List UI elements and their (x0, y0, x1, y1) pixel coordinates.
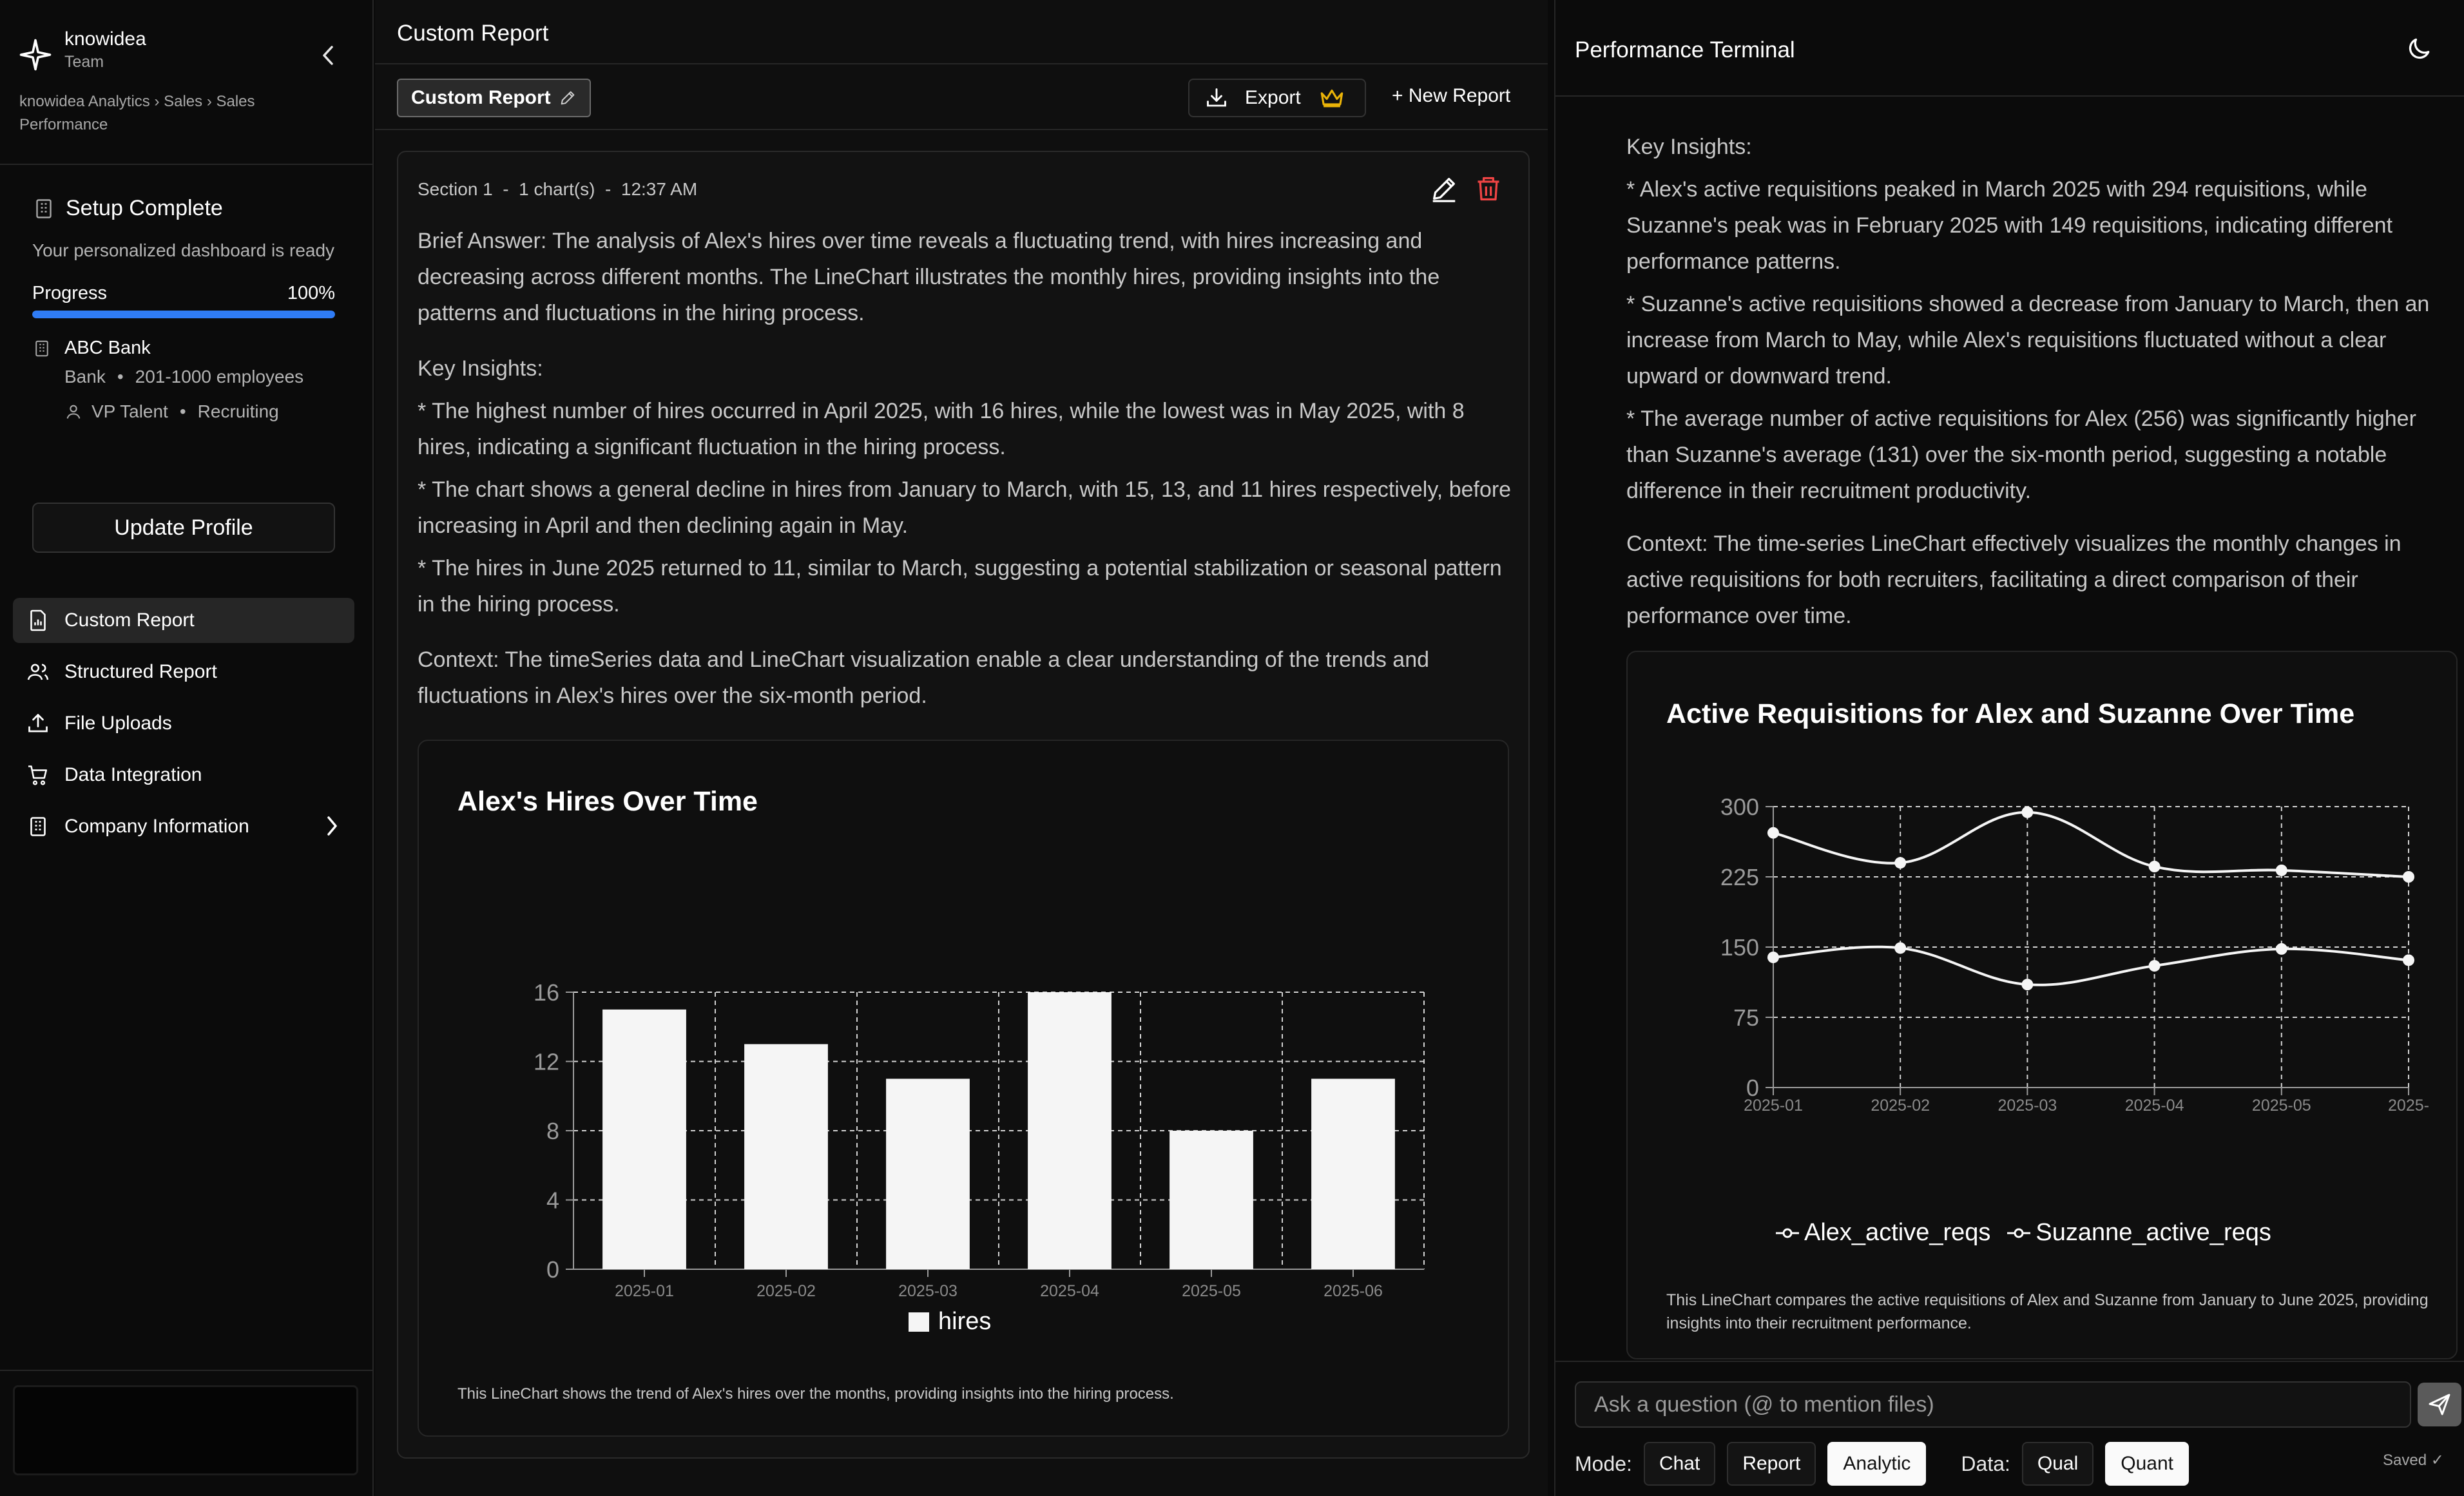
x-tick-label: 2025-03 (1997, 1097, 2057, 1115)
x-tick-label: 2025-04 (2124, 1097, 2184, 1115)
sidebar-item-label: File Uploads (64, 713, 172, 734)
legend-swatch (909, 1312, 929, 1332)
legend-label: hires (938, 1308, 992, 1335)
page-title: Custom Report (397, 21, 549, 46)
chart-legend (909, 1308, 991, 1336)
mode-analytic-button[interactable]: Analytic (1827, 1442, 1926, 1486)
section-meta: Section 1 - 1 chart(s) - 12:37 AM (418, 179, 698, 199)
y-tick-label: 16 (533, 979, 559, 1006)
export-button[interactable] (1188, 79, 1366, 117)
brand-subtitle: Team (64, 53, 104, 71)
progress-bar (32, 311, 335, 318)
chart-title: Active Requisitions for Alex and Suzanne Over Time (1666, 698, 2355, 729)
context-text: Context: The time-series LineChart effectively visualizes the monthly changes in active requisitions for both recruiters, facilitating a direct comparison of their performance over time. (1626, 532, 2401, 628)
data-point (2403, 871, 2414, 883)
setup-description: Your personalized dashboard is ready (32, 240, 335, 260)
chart-caption: This LineChart shows the trend of Alex's hires over the months, providing insights into the hiring process. (457, 1385, 1174, 1403)
update-profile-button[interactable]: Update Profile (32, 503, 335, 553)
data-point (2149, 861, 2161, 872)
divider (375, 129, 1548, 130)
y-tick-label: 0 (1746, 1075, 1759, 1101)
data-qual-button[interactable]: Qual (2022, 1442, 2093, 1486)
data-point (2021, 807, 2033, 818)
sidebar-footer (13, 1385, 358, 1475)
bar (1311, 1079, 1395, 1269)
chevron-left-icon (321, 44, 335, 66)
download-icon (1205, 86, 1228, 110)
legend-line-marker-icon (1776, 1227, 1799, 1240)
data-point (1894, 942, 1906, 954)
data-point (1767, 827, 1779, 839)
x-tick-label: 2025-06 (1323, 1282, 1383, 1300)
y-tick-label: 8 (546, 1118, 559, 1144)
building-icon (26, 814, 50, 839)
bullet-separator: • (179, 401, 186, 421)
sparkle-logo-icon (18, 37, 53, 72)
chart-caption: This LineChart compares the active requisitions of Alex and Suzanne from January to June 2025, providing insights into their recruitment performance. (1666, 1291, 2429, 1332)
insight-item: * The hires in June 2025 returned to 11, similar to March, suggesting a potential stabilization or seasonal pattern in the hiring process. (418, 556, 1502, 617)
x-tick-label: 2025-01 (1744, 1097, 1803, 1115)
mode-label: Mode: (1575, 1452, 1632, 1475)
data-point (2149, 960, 2161, 972)
chart-legend (1776, 1219, 2288, 1247)
x-tick-label: 2025-01 (615, 1282, 674, 1300)
x-tick-label: 2025-03 (898, 1282, 958, 1300)
y-tick-label: 300 (1720, 794, 1759, 820)
x-tick-label: 2025-05 (2251, 1097, 2311, 1115)
setup-panel (32, 196, 335, 422)
crown-icon (1319, 88, 1345, 108)
y-tick-label: 225 (1720, 864, 1759, 890)
x-tick-label: 2025- (2388, 1097, 2429, 1115)
sidebar-item-label: Custom Report (64, 609, 195, 631)
data-quant-button[interactable]: Quant (2105, 1442, 2189, 1486)
building-icon (32, 339, 52, 358)
x-tick-label: 2025-05 (1182, 1282, 1241, 1300)
bar (602, 1010, 686, 1269)
sidebar-item-data-integration[interactable] (13, 753, 354, 798)
report-panel (375, 0, 1548, 1496)
brand-name: knowidea (64, 28, 146, 50)
chart-doc-icon (26, 608, 50, 633)
saved-status: Saved ✓ (2383, 1452, 2444, 1469)
insight-item: * Suzanne's active requisitions showed a decrease from January to March, then an increase from March to May, while Alex's requisitions fluctuated without a clear upward or downward trend. (1626, 292, 2430, 388)
y-tick-label: 0 (546, 1256, 559, 1283)
bar-chart (419, 825, 1510, 1379)
bar (744, 1044, 828, 1269)
sidebar-item-structured-report[interactable] (13, 649, 354, 695)
chevron-right-icon (325, 815, 339, 837)
tab-label: Custom Report (411, 87, 551, 108)
sidebar-item-company-information[interactable] (13, 804, 354, 849)
brief-answer: Brief Answer: The analysis of Alex's hires over time reveals a fluctuating trend, with hires increasing and decreasing across different months. The LineChart illustrates the monthly hires, providing insights into the patterns and fluctuations in the hiring process. (418, 229, 1440, 325)
insight-item: * The chart shows a general decline in hires from January to March, with 15, 13, and 11 hires respectively, before increasing in April and then declining again in May. (418, 477, 1512, 538)
insight-item: * The average number of active requisitions for Alex (256) was significantly higher than Suzanne's average (131) over the six-month period, suggesting a notable difference in their recruitment productivity. (1626, 407, 2416, 503)
company-info (32, 338, 335, 422)
sidebar-item-file-uploads[interactable] (13, 701, 354, 746)
company-size: 201-1000 employees (135, 367, 304, 387)
progress-label: Progress (32, 283, 108, 303)
sidebar-item-label: Company Information (64, 816, 249, 837)
tab-custom-report[interactable] (397, 79, 591, 117)
export-label: Export (1245, 87, 1301, 108)
data-point (2276, 865, 2287, 876)
bar (886, 1079, 970, 1269)
sidebar-nav (13, 598, 354, 856)
y-tick-label: 150 (1720, 934, 1759, 961)
upload-icon (26, 711, 50, 736)
progress-bar-fill (32, 311, 335, 318)
bar (1028, 992, 1112, 1269)
user-icon (64, 403, 82, 421)
user-department: Recruiting (197, 401, 279, 421)
building-icon (32, 197, 55, 220)
edit-icon[interactable] (1429, 174, 1459, 204)
sidebar-item-label: Data Integration (64, 764, 202, 785)
key-insights-heading: Key Insights: (1626, 135, 1752, 159)
sidebar-item-custom-report[interactable] (13, 598, 354, 643)
data-point (2403, 954, 2414, 966)
data-point (1767, 952, 1779, 963)
mode-report-button[interactable]: Report (1727, 1442, 1816, 1486)
y-tick-label: 4 (546, 1187, 559, 1214)
y-tick-label: 12 (533, 1048, 559, 1075)
cart-icon (26, 763, 50, 787)
trash-icon[interactable] (1474, 174, 1503, 204)
divider (0, 1370, 372, 1371)
line-chart (1628, 781, 2458, 1180)
report-section (397, 151, 1530, 1459)
mode-selector (1575, 1442, 2189, 1486)
performance-terminal (1554, 0, 2464, 1496)
sidebar (0, 0, 374, 1496)
collapse-sidebar-button[interactable] (318, 43, 338, 68)
data-point (2276, 943, 2287, 955)
divider (1555, 95, 2464, 97)
panel-title: Performance Terminal (1575, 37, 1795, 62)
company-type: Bank (64, 367, 106, 387)
divider (0, 164, 372, 165)
context-text: Context: The timeSeries data and LineChart visualization enable a clear understanding of the trends and fluctuations in Alex's hires over the six-month period. (418, 647, 1430, 708)
insight-item: * The highest number of hires occurred in April 2025, with 16 hires, while the lowest was in May 2025, with 8 hires, indicating a significant fluctuation in the hiring process. (418, 399, 1465, 459)
send-icon (2427, 1392, 2452, 1417)
user-role: VP Talent (91, 401, 168, 421)
progress-value: 100% (287, 283, 335, 303)
series-line (1773, 947, 2409, 985)
legend-line-marker-icon (2007, 1227, 2030, 1240)
brand[interactable] (18, 28, 146, 72)
setup-title: Setup Complete (66, 196, 223, 220)
data-point (1894, 857, 1906, 868)
users-icon (26, 660, 50, 684)
terminal-response (1626, 129, 2458, 640)
key-insights-heading: Key Insights: (418, 356, 543, 381)
x-tick-label: 2025-02 (1871, 1097, 1930, 1115)
company-name: ABC Bank (64, 338, 151, 358)
line-chart-card (1626, 651, 2458, 1359)
bar-chart-card (418, 740, 1509, 1437)
sidebar-item-label: Structured Report (64, 661, 217, 682)
breadcrumb: knowidea Analytics › Sales › Sales Performance (19, 93, 255, 133)
y-tick-label: 75 (1733, 1004, 1759, 1031)
bar (1169, 1131, 1253, 1269)
moon-icon[interactable] (2405, 35, 2433, 63)
chat-input-bar (1555, 1361, 2464, 1496)
legend-label: Suzanne_active_reqs (2036, 1219, 2271, 1246)
ask-question-input[interactable] (1575, 1381, 2411, 1428)
chart-title: Alex's Hires Over Time (457, 786, 758, 817)
data-point (2021, 979, 2033, 990)
bullet-separator: • (117, 367, 124, 387)
section-text (418, 223, 1513, 733)
new-report-button[interactable]: + New Report (1392, 85, 1511, 106)
series-line (1773, 812, 2409, 877)
pencil-icon[interactable] (559, 89, 577, 107)
x-tick-label: 2025-02 (756, 1282, 816, 1300)
divider (375, 63, 1548, 64)
legend-label: Alex_active_reqs (1804, 1219, 1991, 1246)
data-label: Data: (1961, 1452, 2010, 1475)
mode-chat-button[interactable]: Chat (1644, 1442, 1715, 1486)
send-button[interactable] (2418, 1383, 2461, 1426)
insight-item: * Alex's active requisitions peaked in March 2025 with 294 requisitions, while Suzanne's peak was in February 2025 with 149 requisitions, indicating different performance patterns. (1626, 177, 2393, 274)
x-tick-label: 2025-04 (1040, 1282, 1099, 1300)
